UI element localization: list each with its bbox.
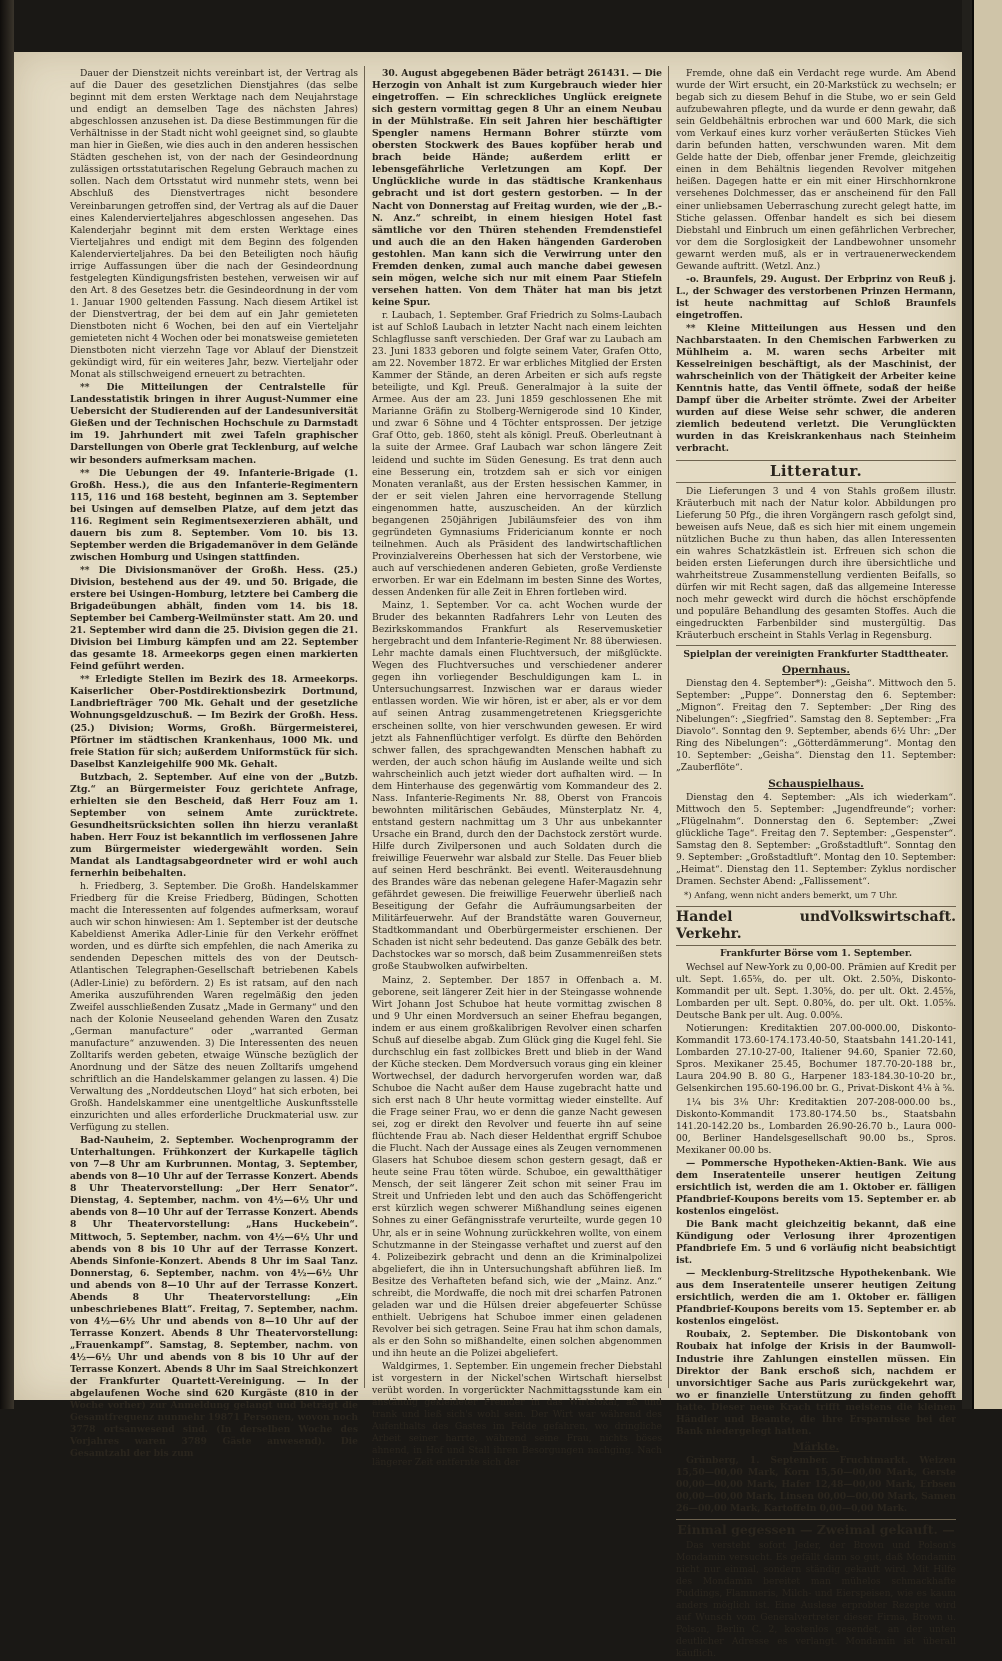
article: Notierungen: Kreditaktien 207.00-000.00, Diskonto-Kommandit 173.60-174.173.40-50, Staatsbahn 141.20-141, Lombarden 27.10-27-00, Italiener 94.60, Spanier 72.60, Spros. Mexikaner 25.45, Bochumer 187.70-20-188 br., Laura 204.90 B. 80 G., Harpener 183-184.30-10-20 br., Gelsenkirchen 195.60-196.00 br. G., Privat-Diskont 4⅛ à ⅝.: [676, 1023, 956, 1095]
theater-footnote: *) Anfang, wenn nicht anders bemerkt, um 7 Uhr.: [684, 890, 898, 901]
article: h. Friedberg, 3. September. Die Großh. Handelskammer Friedberg für die Kreise Friedberg, Büdingen, Schotten macht die Interessenten auf folgendes aufmerksam, worauf auch wir schon hinwiesen: Am 1. September ist der deutsche Kabeldienst Amerika Adler-Linie für den Verkehr eröffnet worden, und es dürfte sich empfehlen, die nach Amerika zu sendenden Depeschen mittels des von der Deutsch-Atlantischen Telegraphen-Gesellschaft betriebenen Kabels (Adler-Linie) zu befördern. 2) Es ist ratsam, auf den nach Amerika auszuführenden Waren regelmäßig den jeden Zweifel ausschließenden Zusatz „Made in Germany“ und den nach der Kolonie Neuseeland gehenden Waren den Zusatz „German manufacture“ oder „warranted German manufacture“ anzuwenden. 3) Die Interessenten des neuen Zolltarifs werden gebeten, etwaige Wünsche bezüglich der Anordnung und der Sätze des neuen Zolltarifs umgehend schriftlich an die Handelskammer gelangen zu lassen. 4) Die Verwaltung des „Norddeutschen Lloyd“ hat sich erboten, bei Großh. Handelskammer eine unentgeltliche Auskunftsstelle einzurichten und alles erforderliche Druckmaterial usw. zur Verfügung zu stellen.: [70, 881, 358, 1134]
book-spine: [0, 0, 14, 1409]
article: ** Kleine Mitteilungen aus Hessen und den Nachbarstaaten. In den Chemischen Farbwerken zu Mühlheim a. M. waren sechs Arbeiter mit Kesselreinigen beschäftigt, als der Maschinist, der wahrscheinlich von der Thätigkeit der Arbeiter keine Kenntnis hatte, das Ventil öffnete, sodaß der heiße Dampf über die Arbeiter strömte. Zwei der Arbeiter wurden auf diese Weise sehr schwer, die anderen ziemlich bedeutend verletzt. Die Verunglückten wurden in das Kreiskrankenhaus nach Steinheim verbracht.: [676, 322, 956, 455]
article: Wechsel auf New-York zu 0,00-00. Prämien auf Kredit per ult. Sept. 1.65⅝, do. per ult. Okt. 2.50⅝, Diskonto-Kommandit per ult. Sept. 1.30⅝, do. per ult. Okt. 2.45⅝, Lombarden per ult. Sept. 0.80⅝, do. per ult. Okt. 1.05⅝. Deutsche Bank per ult. Aug. 0.00⅝.: [676, 962, 956, 1022]
divider: [676, 645, 956, 646]
section-title-literatur: Litteratur.: [676, 460, 956, 483]
article: Die Lieferungen 3 und 4 von Stahls großem illustr. Kräuterbuch mit nach der Natur kolor. Abbildungen pro Lieferung 50 Pfg., die ihren Vorgängern rasch gefolgt sind, beweisen aufs Neue, daß es sich hier mit einem ungemein nützlichen Buche zu thun haben, das allen Interessenten ein wahres Schatzkästlein ist. Erfreuen sich schon die beiden ersten Lieferungen durch ihre übersichtliche und wahrheitstreue Zusammenstellung verdienten Beifalls, so dürfen wir mit Recht sagen, daß das allgemeine Interesse noch mehr geweckt wird durch die höchst erschöpfende und populäre Behandlung des gesamten Stoffes. Auch die eingedruckten Farbenbilder sind mustergültig. Das Kräuterbuch erscheint in Stahls Verlag in Regensburg.: [676, 485, 956, 642]
schauspielhaus-program: Dienstag den 4. September: „Als ich wiederkam“. Mittwoch den 5. September: „Jugendfreunde“; vorher: „Flügelnahm“. Donnerstag den 6. September: „Zwei glückliche Tage“. Freitag den 7. September: „Gespenster“. Samstag den 8. September: „Großstadtluft“. Sonntag den 9. September: „Großstadtluft“. Montag den 10. September: „Heimat“. Dienstag den 11. September: Zyklus nordischer Dramen. Sechster Abend: „Fallissement“.: [676, 791, 956, 887]
article: Grünberg, 1. September. Fruchtmarkt. Weizen 15,50—00,00 Mark, Korn 15,50—00,00 Mark, Gerste 00,00—00,00 Mark, Hafer 12,48—00,00 Mark, Erbsen 00,00—00,00 Mark, Linsen 00,00—00,00 Mark, Samen 26—00,00 Mark, Kartoffeln 0,00—0,00 Mark.: [676, 1454, 956, 1515]
next-page-strip: [972, 0, 1002, 1409]
article: ** Die Divisionsmanöver der Großh. Hess. (25.) Division, bestehend aus der 49. und 50. Brigade, die erstere bei Usingen-Homburg, letztere bei Camberg die Brigadeübungen abhält, finden vom 14. bis 18. September bei Camberg-Weilmünster statt. Am 20. und 21. September wird dann die 25. Division gegen die 21. Division bei Limburg kämpfen und am 22. September das gesamte 18. Armeekorps gegen einen markierten Feind geführt werden.: [70, 564, 358, 673]
section-title-handel: [676, 906, 956, 946]
handel-title: Handel und Verkehr.: [676, 908, 830, 942]
theater-title: Spielplan der vereinigten Frankfurter Stadttheater.: [683, 649, 949, 661]
column-right: [676, 68, 956, 1660]
article: r. Laubach, 1. September. Graf Friedrich zu Solms-Laubach ist auf Schloß Laubach in letzter Nacht nach einem leichten Schlagflusse sanft verschieden. Der Graf war zu Laubach am 23. Juni 1833 geboren und folgte seinem Vater, Grafen Otto, am 22. November 1872. Er war erbliches Mitglied der Ersten Kammer der Stände, an deren Arbeiten er sich aufs regste beteiligte, und Kgl. Preuß. Generalmajor à la suite der Armee. Aus der am 23. Juni 1859 geschlossenen Ehe mit Marianne Gräfin zu Stolberg-Wernigerode sind 10 Kinder, und zwar 6 Söhne und 4 Töchter entsprossen. Der jetzige Graf Otto, geb. 1860, steht als königl. Preuß. Oberleutnant à la suite der Armee. Graf Laubach war schon längere Zeit leidend und suchte im Süden Genesung. Es trat denn auch eine Besserung ein, trotzdem sah er sich vor einigen Monaten veranlaßt, aus der Ersten hessischen Kammer, in der er seit vielen Jahren eine hervorragende Stellung eingenommen hatte, auszuscheiden. An der kürzlich begangenen 250jährigen Jubiläumsfeier des von ihm gegründeten Gymnasiums Fridericianum konnte er noch teilnehmen. Auch als Präsident des landwirtschaftlichen Provinzialvereins Oberhessen hat sich der Verstorbene, wie auch auf verschiedenen anderen Gebieten, große Verdienste erworben. Er war ein Edelmann im besten Sinne des Wortes, dessen Andenken für alle Zeit in Ehren fortleben wird.: [372, 309, 662, 599]
opernhaus-program: Dienstag den 4. September*): „Geisha“. Mittwoch den 5. September: „Puppe“. Donnerstag den 6. September: „Mignon“. Freitag den 7. September: „Der Ring des Nibelungen“: „Siegfried“. Samstag den 8. September: „Fra Diavolo“. Sonntag den 9. September, abends 6½ Uhr: „Der Ring des Nibelungen“: „Götterdämmerung“. Montag den 10. September: „Geisha“. Dienstag den 11. September: „Zauberflöte“.: [676, 678, 956, 774]
advert-text: Das versteht sofort Jeder, der Brown und Polson's Mondamin versucht. Es gefällt dann so gut, daß Mondamin nicht nur einmal, sondern ständig gekauft wird. Mit Hilfe des Mondamin bereitet man mühelos schmackhafte Puddings, Flammeris, Milch- und Eierspeisen, wie es kaum anders möglich ist. Eine Auslese erprobter Rezepte wird auf Wunsch vom Generalvertreter dieser Firma, Brown u. Polson, Berlin C. 2, kostenlos gesendet, an der unten deutlicher Adresse es verlangt. Mondamin ist überall käuflich.: [676, 1540, 956, 1660]
article: 30. August abgegebenen Bäder beträgt 261431. — Die Herzogin von Anhalt ist zum Kurgebrauch wieder hier eingetroffen. — Ein schreckliches Unglück ereignete sich gestern vormittag gegen 8 Uhr an einem Neubau in der Mühlstraße. Ein seit Jahren hier beschäftigter Spengler namens Hermann Bohrer stürzte vom obersten Stockwerk des Baues kopfüber herab und brach beide Hände; außerdem erlitt er lebensgefährliche Verletzungen am Kopf. Der Unglückliche wurde in das städtische Krankenhaus gebracht und ist dort gestern gestorben. — In der Nacht von Donnerstag auf Freitag wurden, wie der „B.-N. Anz.“ schreibt, in einem hiesigen Hotel fast sämtliche vor den Thüren stehenden Fremdenstiefel und auch die an den Haken hängenden Garderoben gestohlen. Man kann sich die Verwirrung unter den Fremden denken, zumal auch manche dabei gewesen sein mögen, welche sich nur mit einem Paar Stiefeln versehen hatten. Von dem Thäter hat man bis jetzt keine Spur.: [372, 68, 662, 308]
article: Mainz, 1. September. Vor ca. acht Wochen wurde der Bruder des bekannten Radfahrers Lehr von Leuten des Bezirkskommandos Frankfurt als Reservemusketier hergebracht und dem Infanterie-Regiment Nr. 88 überwiesen. Lehr machte damals einen Fluchtversuch, der mißglückte. Wegen des Fluchtversuches und verschiedener anderer gegen ihn vorliegender Beschuldigungen kam L. in Untersuchungsarrest. Inzwischen war er daraus wieder entlassen worden. Wie wir hören, ist er aber, als er vor dem auf seinen Antrag zusammengetretenen Kriegsgerichte erscheinen sollte, von hier verschwunden gewesen. Er wird jetzt als Fahnenflüchtiger verfolgt. Es dürfte den Behörden schwer fallen, des sprachgewandten Menschen habhaft zu werden, der auch schon häufig im Auslande weilte und sich wahrscheinlich auch jetzt wieder dort aufhalten wird. — In dem Hinterhause des gegenwärtig vom Kommandeur des 2. Nass. Infanterie-Regiments Nr. 88, Oberst von Francois bewohnten militärischen Gebäudes, Münsterplatz Nr. 4, entstand gestern nachmittag um 3 Uhr aus unbekannter Ursache ein Brand, durch den der Dachstock zerstört wurde. Hilfe durch Zivilpersonen und auch Soldaten durch die freiwillige Feuerwehr war alsbald zur Stelle. Das Feuer blieb auf seinen Herd beschränkt. Bei eventl. Weiterausdehnung des Brandes wäre das nebenan gelegene Hafer-Magazin sehr gefährdet gewesen. Die freiwillige Feuerwehr überließ nach Beseitigung der Gefahr die Aufräumungsarbeiten der Militärfeuerwehr. Auf der Brandstätte waren Gouverneur, Stadtkommandant und Oberbürgermeister erschienen. Der Schaden ist nicht sehr bedeutend. Das ganze Gebälk des betr. Dachstockes war so morsch, daß beim Zusammenreißen stets große Staubwolken aufwirbelten.: [372, 600, 663, 973]
column-rule: [668, 66, 669, 1388]
opernhaus-heading: Opernhaus.: [782, 664, 850, 677]
maerkte-heading: Märkte.: [792, 1440, 840, 1453]
column-left: [70, 68, 358, 1460]
article: Die Bank macht gleichzeitig bekannt, daß eine Kündigung oder Verlosung ihrer 4prozentigen Pfandbriefe Em. 5 und 6 vorläufig nicht beabsichtigt ist.: [676, 1218, 956, 1267]
article: Roubaix, 2. September. Die Diskontobank von Roubaix hat infolge der Krisis in der Baumwoll-Industrie ihre Zahlungen einstellen müssen. Ein Direktor der Bank erschoß sich, nachdem er unvorsichtiger Sache aus Paris zurückgekehrt war, wo er finanzielle Unterstützung zu finden gehofft hatte. Dieser neue Krach trifft meistens die kleinen Händler und Beamte, die ihre Ersparnisse bei der Bank niedergelegt hatten.: [676, 1329, 956, 1437]
column-rule: [364, 66, 365, 1388]
article: -o. Braunfels, 29. August. Der Erbprinz von Reuß j. L., der Schwager des verstorbenen Prinzen Hermann, ist heute nachmittag auf Schloß Braunfels eingetroffen.: [676, 273, 956, 321]
article: 1¼ bis 3⅛ Uhr: Kreditaktien 207-208-000.00 bs., Diskonto-Kommandit 173.80-174.50 bs., Staatsbahn 141.20-142.20 bs., Lombarden 26.90-26.70 b., Laura 000-00, Berliner Handelsgesellschaft 90.00 bs., Spros. Mexikaner 00.00 bs.: [676, 1096, 956, 1156]
article: ** Die Uebungen der 49. Infanterie-Brigade (1. Großh. Hess.), die aus den Infanterie-Regimentern 115, 116 und 168 besteht, beginnen am 3. September bei Usingen auf demselben Platze, auf dem jetzt das 116. Regiment sein Regimentsexerzieren abhält, und dauern bis zum 8. September. Vom 10. bis 13. September werden die Brigademanöver in dem Gelände zwischen Homburg und Usingen stattfinden.: [70, 467, 358, 563]
volkswirtschaft-title: Volkswirtschaft.: [829, 908, 956, 925]
boerse-title: Frankfurter Börse vom 1. September.: [719, 947, 913, 959]
article: Bad-Nauheim, 2. September. Wochenprogramm der Unterhaltungen. Frühkonzert der Kurkapelle täglich von 7—8 Uhr am Kurbrunnen. Montag, 3. September, abends von 8—10 Uhr auf der Terrasse Konzert. Abends 8 Uhr Theatervorstellung: „Der Herr Senator“. Dienstag, 4. September, nachm. von 4½—6½ Uhr und abends von 8—10 Uhr auf der Terrasse Konzert. Abends 8 Uhr Theatervorstellung: „Hans Huckebein“. Mittwoch, 5. September, nachm. von 4½—6½ Uhr und abends von 8 bis 10 Uhr auf der Terrasse Konzert. Abends Sinfonie-Konzert. Abends 8 Uhr im Saal Tanz. Donnerstag, 6. September, nachm. von 4½—6½ Uhr und abends von 8—10 Uhr auf der Terrasse Konzert. Abends 8 Uhr Theatervorstellung: „Ein unbeschriebenes Blatt“. Freitag, 7. September, nachm. von 4½—6½ Uhr und abends von 8—10 Uhr auf der Terrasse Konzert. Abends 8 Uhr Theatervorstellung: „Frauenkampf“. Samstag, 8. September, nachm. von 4½—6½ Uhr und abends von 8 bis 10 Uhr auf der Terrasse Konzert. Abends 8 Uhr im Saal Streichkonzert der Frankfurter Quartett-Vereinigung. — In der abgelaufenen Woche sind 620 Kurgäste (810 in der Woche vorher) zur Anmeldung gelangt und beträgt die Gesamtfrequenz nunmehr 19871 Personen, wovon noch 3778 ortsanwesend sind. (In derselben Woche des Vorjahres waren 3789 Gäste anwesend). Die Gesamtzahl der bis zum: [70, 1135, 358, 1460]
newspaper-page: [14, 52, 962, 1660]
article: Dauer der Dienstzeit nichts vereinbart ist, der Vertrag als auf die Dauer des gesetzlichen Dienstjahres (das selbe beginnt mit dem ersten Werktage nach dem Neujahrstage und endigt an demselben Tage des nächsten Jahres) abgeschlossen anzusehen ist. Da diese Bestimmungen für die Verhältnisse in der Stadt nicht wohl geeignet sind, so glaubte man hier in Gießen, wie dies auch in den anderen hessischen Städten geschehen ist, von der nach der Gesindeordnung zulässigen ortsstatutarischen Regelung Gebrauch machen zu sollen. Nach dem Ortsstatut wird nunmehr stets, wenn bei Abschluß des Dienstvertrages nicht besondere Vereinbarungen getroffen sind, der Vertrag als auf die Dauer eines Kalendervierteljahres abgeschlossen angesehen. Das Kalenderjahr beginnt mit dem ersten Werktage eines Vierteljahres und endigt mit dem Beginn des folgenden Kalendervierteljahres. Da bei den Beteiligten noch häufig irrige Auffassungen über die nach der Gesindeordnung festgelegten Kündigungsfristen bestehen, verweisen wir auf den Art. 8 des Gesetzes betr. die Gesindeordnung in der vom 1. Januar 1900 geltenden Fassung. Nach diesem Artikel ist der Dienstvertrag, der bei dem auf ein Jahr gemieteten Dienstboten nicht 6 Wochen, bei den auf ein Vierteljahr gemieteten nicht 4 Wochen oder bei monatsweise gemieteten Dienstboten nicht vierzehn Tage vor Ablauf der Dienstzeit gekündigt wird, für ein weiteres Jahr, bezw. Vierteljahr oder Monat als stillschweigend erneuert zu betrachten.: [70, 68, 358, 381]
column-middle: [372, 68, 663, 1469]
article: — Mecklenburg-Strelitzsche Hypothekenbank. Wie aus dem Inseratenteile unserer heutigen Zeitung ersichtlich, werden die am 1. Oktober er. fälligen Pfandbrief-Koupons bereits vom 15. September er. ab kostenlos eingelöst.: [676, 1268, 956, 1328]
article: Fremde, ohne daß ein Verdacht rege wurde. Am Abend wurde der Wirt ersucht, ein 20-Markstück zu wechseln; er begab sich zu diesem Behuf in die Stube, wo er sein Geld aufzubewahren pflegte, und da wurde er denn gewahr, daß sein Geldbehältnis erbrochen war und 600 Mark, die sich vom Verkauf eines kurz vorher veräußerten Stückes Vieh darin befunden hatten, verschwunden waren. Mit dem Gelde hatte der Dieb, offenbar jener Fremde, gleichzeitig einen in dem Behältnis liegenden Revolver mitgehen heißen. Dagegen hatte er ein mit einer Hirschhornkrone versehenes Dolchmesser, das er anscheinend für den Fall einer unliebsamen Ueberraschung zurecht gelegt hatte, im Stiche gelassen. Offenbar handelt es sich bei diesem Diebstahl und Einbruch um einen gefährlichen Verbrecher, vor dem die Sorglosigkeit der Landbewohner unsomehr gewarnt werden muß, als er in vertrauenerweckendem Gewande auftritt. (Wetzl. Anz.): [676, 68, 956, 272]
article: — Pommersche Hypotheken-Aktien-Bank. Wie aus dem Inseratenteile unserer heutigen Zeitung ersichtlich ist, werden die am 1. Oktober er. fälligen Pfandbrief-Koupons bereits vom 15. September er. ab kostenlos eingelöst.: [676, 1157, 956, 1217]
article: ** Die Mitteilungen der Centralstelle für Landesstatistik bringen in ihrer August-Nummer eine Uebersicht der Studierenden auf der Landesuniversität Gießen und der Technischen Hochschule zu Darmstadt im 19. Jahrhundert mit zwei Tafeln graphischer Darstellungen von Oberle grat Tecklenburg, auf welche wir besonders aufmerksam machen.: [70, 382, 358, 466]
schauspielhaus-heading: Schauspielhaus.: [768, 777, 864, 790]
article: Butzbach, 2. September. Auf eine von der „Butzb. Ztg.“ an Bürgermeister Fouz gerichtete Anfrage, erhielten sie den Bescheid, daß Herr Fouz am 1. September von seinem Amte zurücktrete. Gesundheitsrücksichten sollen ihn hierzu veranlaßt haben. Herr Fouz ist bekanntlich im verflossenen Jahre zum Bürgermeister wiedergewählt worden. Sein Mandat als Landtagsabgeordneter wird er wohl auch fernerhin beibehalten.: [70, 771, 358, 880]
adjacent-page-edge: [962, 0, 1000, 1409]
article: Mainz, 2. September. Der 1857 in Offenbach a. M. geborene, seit längerer Zeit hier in der Steingasse wohnende Wirt Johann Jost Schuboe hat heute vormittag zwischen 8 und 9 Uhr einen Mordversuch an seiner Ehefrau begangen, indem er aus einem großkalibrigen Revolver einen scharfen Schuß auf dieselbe abgab. Zum Glück ging die Kugel fehl. Sie durchschlug ein fast zollbickes Brett und blieb in der Wand der Küche stecken. Dem Mordversuch voraus ging ein kleiner Wortwechsel, der dadurch hervorgerufen worden war, daß Schuboe die Nacht außer dem Hause zugebracht hatte und sich erst nach 8 Uhr heute vormittag wieder einstellte. Auf die Frage seiner Frau, wo er denn die ganze Nacht gewesen sei, zog er direkt den Revolver und feuerte ihn auf seine flüchtende Frau ab. Nach dieser Heldenthat ergriff Schuboe die Flucht. Nach der Aussage eines als Zeugen vernommenen Glasers hat Schuboe diesem schon gestern gesagt, daß er heute seine Frau töten würde. Schuboe, ein gewaltthätiger Mensch, der seit längerer Zeit schon mit seiner Frau im Streit und Unfrieden lebt und den auch das Schöffengericht erst kürzlich wegen schwerer Mißhandlung seines eigenen Sohnes zu einer Gefängnisstrafe verurteilte, wurde gegen 10 Uhr, als er in seine Wohnung zurückkehren wollte, von einem Schutzmanne in der Steingasse verhaftet und zuerst auf den 4. Polizeibezirk gebracht und denn an die Kriminalpolizei abgeliefert, die ihn in Untersuchungshaft abführen ließ. Im Besitze des Verhafteten befand sich, wie der „Mainz. Anz.“ schreibt, die Mordwaffe, die noch mit drei scharfen Patronen geladen war und die Hülsen dreier abgefeuerter Schüsse enthielt. Uebrigens hat Schuboe immer einen geladenen Revolver bei sich getragen. Seine Frau hat ihm schon damals, als er den Sohn so mißhandelte, einen solchen abgenommen und ihn heute an die Polizei abgeliefert.: [372, 974, 662, 1359]
article: Waldgirmes, 1. September. Ein ungemein frecher Diebstahl ist vorgestern in der Nickel'schen Wirtschaft hierselbst verübt worden. In vorgerückter Nachmittagsstunde kam ein anständig gekleideter Fremder in das Wirtslokal, aß und trank und ließ sich's wohl sein. Der Wirt war während des Aufenthalts des Gastes im Felde gefahren, wo dringliche Arbeit seiner harrte, während seine Frau, nichts böses ahnend, in Hof und Stall ihren Besorgungen nachging. Nach längerer Zeit entfernte sich der: [372, 1361, 662, 1469]
advert-title: Einmal gegessen — Zweimal gekauft. —: [676, 1519, 956, 1538]
article: ** Erledigte Stellen im Bezirk des 18. Armeekorps. Kaiserlicher Ober-Postdirektionsbezirk Dortmund, Landbriefträger 700 Mk. Gehalt und der gesetzliche Wohnungsgeldzuschuß. — Im Bezirk der Großh. Hess. (25.) Division; Worms, Großh. Bürgermeisterei, Pförtner im städtischen Krankenhaus, 1000 Mk. und freie Station für sich; außerdem Uniformstück für sich. Daselbst Kanzleigehilfe 900 Mk. Gehalt.: [70, 674, 358, 770]
